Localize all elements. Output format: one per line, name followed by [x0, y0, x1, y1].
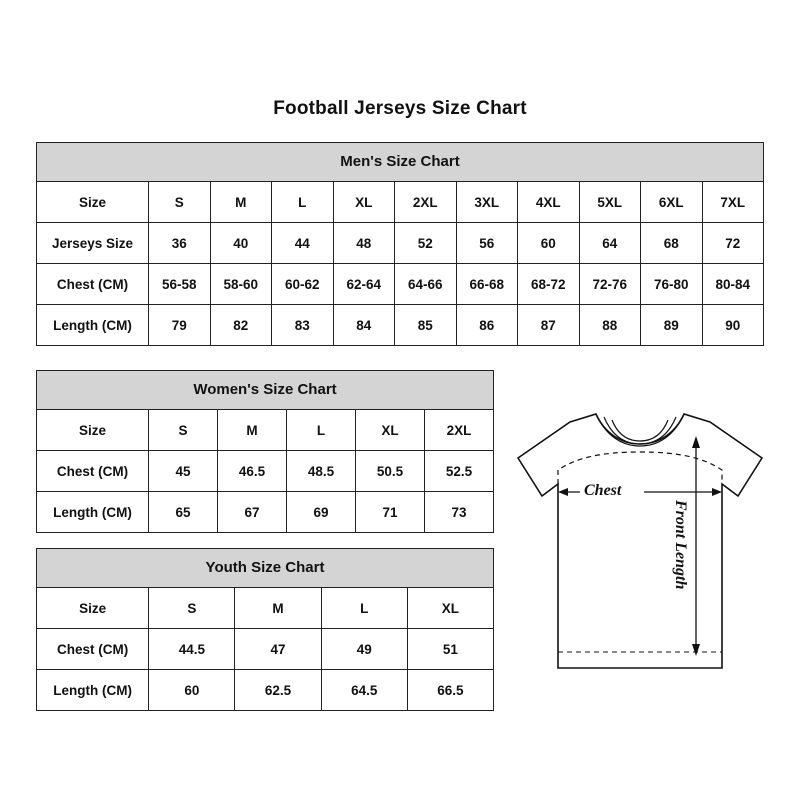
row-label: Length (CM) — [37, 492, 149, 533]
col-header: L — [321, 588, 407, 629]
table-cell: 86 — [456, 305, 518, 346]
chest-arrow-left — [558, 488, 568, 496]
length-arrow-top — [692, 436, 700, 448]
mens-size-chart — [36, 142, 764, 346]
table-cell: 76-80 — [641, 264, 703, 305]
table-cell: 80-84 — [702, 264, 764, 305]
table-row — [37, 670, 494, 711]
youth-size-table — [36, 548, 494, 711]
table-row — [37, 305, 764, 346]
table-cell: 83 — [272, 305, 334, 346]
col-header: S — [149, 410, 218, 451]
table-cell: 58-60 — [210, 264, 272, 305]
table-cell: 52 — [395, 223, 457, 264]
chest-label: Chest — [584, 482, 622, 499]
table-cell: 56-58 — [149, 264, 211, 305]
t-shirt-outline — [500, 400, 780, 700]
table-cell: 46.5 — [218, 451, 287, 492]
col-header: M — [218, 410, 287, 451]
table-cell: 36 — [149, 223, 211, 264]
row-label: Chest (CM) — [37, 629, 149, 670]
table-cell: 45 — [149, 451, 218, 492]
col-header: M — [210, 182, 272, 223]
womens-size-table — [36, 370, 494, 533]
collar-mid — [604, 417, 676, 444]
table-cell: 90 — [702, 305, 764, 346]
table-cell: 64 — [579, 223, 641, 264]
row-label: Length (CM) — [37, 670, 149, 711]
table-row — [37, 629, 494, 670]
table-cell: 89 — [641, 305, 703, 346]
table-cell: 50.5 — [356, 451, 425, 492]
table-row — [37, 492, 494, 533]
chest-arrow-right — [712, 488, 722, 496]
row-label: Jerseys Size — [37, 223, 149, 264]
table-cell: 72 — [702, 223, 764, 264]
table-row — [37, 182, 764, 223]
table-cell: 64.5 — [321, 670, 407, 711]
table-cell: 47 — [235, 629, 321, 670]
youth-size-chart — [36, 548, 494, 711]
col-header: 2XL — [425, 410, 494, 451]
col-header: L — [287, 410, 356, 451]
table-cell: 44 — [272, 223, 334, 264]
table-cell: 44.5 — [149, 629, 235, 670]
table-cell: 66-68 — [456, 264, 518, 305]
row-label: Chest (CM) — [37, 264, 149, 305]
table-cell: 82 — [210, 305, 272, 346]
table-cell: 69 — [287, 492, 356, 533]
mens-size-table — [36, 142, 764, 346]
table-cell: 49 — [321, 629, 407, 670]
mens-table-title: Men's Size Chart — [36, 142, 764, 181]
col-header: 5XL — [579, 182, 641, 223]
table-cell: 48.5 — [287, 451, 356, 492]
col-header: L — [272, 182, 334, 223]
col-header: XL — [356, 410, 425, 451]
table-cell: 79 — [149, 305, 211, 346]
table-cell: 56 — [456, 223, 518, 264]
table-cell: 65 — [149, 492, 218, 533]
table-cell: 66.5 — [407, 670, 493, 711]
col-header: 6XL — [641, 182, 703, 223]
table-cell: 60 — [149, 670, 235, 711]
table-cell: 62.5 — [235, 670, 321, 711]
table-cell: 84 — [333, 305, 395, 346]
youth-table-title: Youth Size Chart — [36, 548, 494, 587]
table-row — [37, 264, 764, 305]
table-cell: 40 — [210, 223, 272, 264]
table-cell: 88 — [579, 305, 641, 346]
table-row — [37, 223, 764, 264]
womens-table-title: Women's Size Chart — [36, 370, 494, 409]
table-cell: 64-66 — [395, 264, 457, 305]
col-header: S — [149, 182, 211, 223]
col-header: 3XL — [456, 182, 518, 223]
table-cell: 60 — [518, 223, 580, 264]
row-label: Length (CM) — [37, 305, 149, 346]
col-header: 7XL — [702, 182, 764, 223]
row-label: Chest (CM) — [37, 451, 149, 492]
row-header-size: Size — [37, 182, 149, 223]
table-cell: 73 — [425, 492, 494, 533]
table-row — [37, 588, 494, 629]
page-title: Football Jerseys Size Chart — [273, 98, 527, 119]
col-header: M — [235, 588, 321, 629]
row-header-size: Size — [37, 410, 149, 451]
table-cell: 72-76 — [579, 264, 641, 305]
table-cell: 51 — [407, 629, 493, 670]
col-header: 4XL — [518, 182, 580, 223]
table-cell: 60-62 — [272, 264, 334, 305]
womens-size-chart — [36, 370, 494, 533]
table-cell: 67 — [218, 492, 287, 533]
table-cell: 68-72 — [518, 264, 580, 305]
table-cell: 68 — [641, 223, 703, 264]
t-shirt-measurement-diagram — [500, 400, 780, 700]
table-row — [37, 410, 494, 451]
col-header: 2XL — [395, 182, 457, 223]
table-cell: 87 — [518, 305, 580, 346]
table-cell: 48 — [333, 223, 395, 264]
row-header-size: Size — [37, 588, 149, 629]
col-header: XL — [407, 588, 493, 629]
col-header: XL — [333, 182, 395, 223]
table-cell: 71 — [356, 492, 425, 533]
table-cell: 85 — [395, 305, 457, 346]
length-arrow-bottom — [692, 644, 700, 656]
front-length-label: Front Length — [672, 500, 689, 590]
col-header: S — [149, 588, 235, 629]
table-cell: 62-64 — [333, 264, 395, 305]
table-cell: 52.5 — [425, 451, 494, 492]
table-row — [37, 451, 494, 492]
